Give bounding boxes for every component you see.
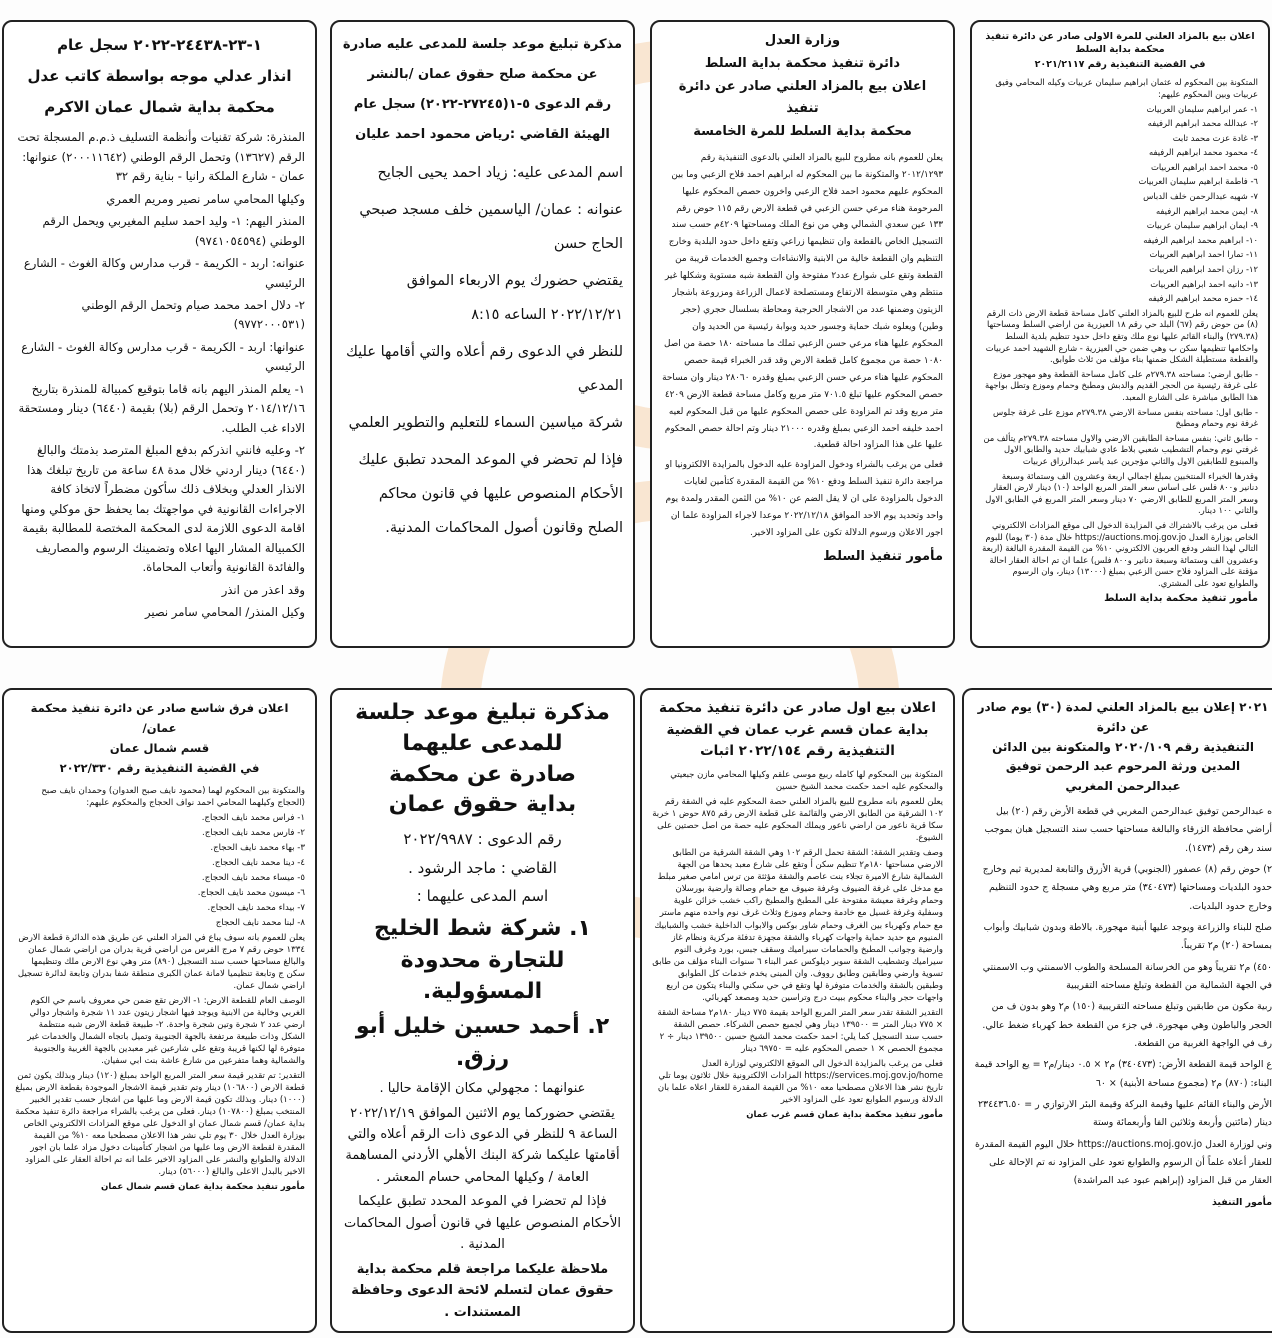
party-name: ١٣- دانيه احمد ابراهيم العربيات [1150,278,1258,289]
body-text: يعلن للعموم بانه سوف يباع في المزاد العلني عن طريق هذه الدائرة قطعة الارض ١٣٣٤ حوض رقم ٧ مرج الفرس من اراضي قرية بدران من اراضي شمال عمان والبالغ مساحتها حسب سند التسجيل (٨٩٠) متر وهي نوع الارض ملك وتنظيمها سكن ج وتابعة تنظيميا لامانة عمان الكبرى منطقة شفا بدران وتابعة لدائرة تسجيل اراضي شمال عمان. [17,932,305,991]
party-name: ٦- ميسون محمد نايف الحجاج. [197,887,305,898]
notice-title: اعلان بيع بالمزاد العلني للمرة الاولى صادر عن دائرة تنفيذ محكمة بداية السلط [985,31,1255,56]
notice-west-amman-auction [640,688,955,1333]
party-name: ٣- بهاء محمد نايف الحجاج. [210,842,305,853]
case-number: في القضية التنفيذية رقم ٢٠٢١/٢١١٧ [1034,59,1206,71]
floor-description: - طابق ثاني: بنفس مساحة الطابقين الارضي والاول مساحته ٢٧٩.٣٨م يتألف من غرفتي نوم وحمام التشطيب شعبي بلاط عادي شبابيك حديد والطابق الاول والمبنوع للطابقين الاول والثاني مؤجرين عبد ياسر عبدالرزاق عربيات [983,432,1258,466]
intro: والمتكونة بين المحكوم لهما (محمود نايف صبح العدوان) وحمدان نايف صبح (الحجاج وكيلهما المحامي احمد نواف الحجاج والمحكوم عليهم: [41,785,305,808]
title-line: في القضية التنفيذية رقم ٢٠٢٢/٣٣٠ [59,761,260,776]
closing: وقد اعذر من انذر [221,582,305,597]
paragraph-4: ٤٥٠) م٢ تقريباً وهو من الخرسانة المسلحة والطوب الاسمنتي وب الاسمنتي في الجهة الشمالية من القطعة وتبلغ مساحته التقريبية [982,961,1272,991]
intro: المتكونة بين المحكوم لها كامله ربيع موسى علقم وكيلها المحامي مازن جبعيتي والمحكوم عليه احمد حكمت محمد الشيخ حسين [670,769,943,792]
party-name: ٥- محمد احمد ابراهيم العربيات [1151,161,1258,172]
floors-list [982,369,1258,468]
party-name: ١٤- حمزه محمد ابراهيم الرفيفه [1148,293,1258,304]
party-name: ٨- لبنا محمد نايف الحجاج [215,917,305,928]
paragraph-2: ٢- وعليه فانني انذركم بدفع المبلغ المترصد بذمتك والبالغ (٦٤٤٠) دينار اردني خلال مدة ٤٨ ساعة من تاريخ تبلغك هذا الانذار العدلي وبخلاف ذلك سأكون مضطراً لاتخاذ كافة الاجراءات القانونية في مواجهتك بما يحفظ حق موكلي ومنها اقامة الدعوى اللازمة لدى المحكمة المختصة للمطالبة بقيمة الكمبيالة المشار اليها اعلاه وتضمينك الرسوم والمصاريف والفائدة القانونية وأتعاب المحاماة. [21,443,305,575]
hearing-date: يقتضي حضورك يوم الاربعاء الموافق ٢٠٢٢/١٢/٢١ الساعه ٨:١٥ [406,272,623,323]
party-name: ١- عمر ابراهيم سليمان العربيات [1146,103,1258,114]
title-line: الهيئة القاضي :رياض محمود احمد عليان [355,126,610,142]
party-name: ١١- تمارا احمد ابراهيم العربيات [1149,249,1258,260]
party-name: ٦- فاطمة ابراهيم سليمان العربيات [1138,176,1258,187]
bidding-text: فعلى من يرغب بالاشتراك في المزايدة الدخول الى موقع المزادات الالكتروني الخاص بوزارة العدل https://auctions.moj.gov.jo خلال مدة (٣٠ يوما) للبوم التالي لهذا النشر ودفع العربون الالكتروني ١٠% من القيمة المقدرة البالغة (اربعة وعشرون الف وستمائة وسبعة دنانير و٨٠٠ فلس) علما ان تم احالة العقار احالة مؤقتة على المزاود فلاح حسن الزعبي بمبلغ (١٣٠٠٠) دينار، وان الرسوم والطوابع تعود على المشتري. [982,519,1258,588]
defendants-label: اسم المدعى عليهما : [416,887,549,906]
bidding-text: وني لوزارة العدل https://auctions.moj.gov.jo خلال اليوم القيمة المقدرة للعقار أعلاه علماً أن الرسوم والطوابع تعود على المزاود نه تم الإحالة على العقار من قبل المزاود (إبراهيم عبود عبد المراشدة) [974,1136,1272,1191]
plaintiff-name: شركة مياسين السماء للتعليم والتطوير العلمي [348,415,623,431]
paragraph-6: ع الواحد قيمة القطعة الأرض: (٣٤٠٤٧٣) م٢ × ٠.٥ دينار/م٢ = يع الواحد قيمة البناء: (٨٧٠) م٢ (مجموع مساحة الأبنية) × ٦٠ [974,1059,1272,1089]
title-line: وزارة العدل [764,33,841,48]
signature: مأمور تنفيذ محكمة بداية عمان قسم شمال عمان [101,1182,305,1193]
title-line: محكمة بداية السلط للمرة الخامسة [693,124,912,139]
party-name: ٩- ايمان ابراهيم سليمان عربيات [1146,220,1258,231]
title-line: محكمة بداية شمال عمان الاكرم [44,97,275,116]
paragraph-2: ٢) حوض رقم (٨) عصفور (الجنوبي) قرية الأزرق والتابعة لمديرية ثيم وخارج حدود البلديات ومساحتها (٣٤٠٤٧٣) متر مربع وهي مسجلة ج حدود التنظيم وخارج حدود البلديات. [982,863,1272,912]
party-name: ٧- بيداء محمد نايف الحجاج. [207,902,305,913]
defendant-2: ٢. أحمد حسين خليل أبو رزق. [355,1014,610,1072]
hearing-text: يقتضي حضوركما يوم الاثنين الموافق ٢٠٢٢/١٢/١٩ الساعة ٩ للنظر في الدعوى ذات الرقم أعلاه والتي أقامتها عليكما شركة البنك الأهلي الأردني المساهمة العامة / وكيلها المحامي حسام المعشر . [345,1105,620,1185]
notice-title [342,30,623,150]
signature: مأمور تنفيذ محكمة بداية عمان قسم غرب عمان [746,1110,943,1121]
signature: مأمور تنفيذ السلط [823,548,943,564]
notice-title [652,698,943,763]
notice-amman-summons [330,20,635,648]
bidding-text: فعلى من يرغب بالشراء ودخول المزاودة عليه الدخول بالمزايدة الالكترونيا او مراجعة دائرة تنفيذ السلط ودفع ١٠% من القيمة المقدرة كتأمين لغايات الدخول بالمزاودة على ان لا يقل الضم عن ١٠% من الثمن المقدر ولمدة يوم واحد وتحديد يوم الاحد الموافق ٢٠٢٢/١٢/١٨ موعدا لاجراء المزاودة علما ان اجور الاعلان ورسوم الدلالة تكون على المزاود الاخير. [665,460,943,539]
body-text: يعلن للعموم بانه مطروح للبيع بالمزاد العلني حصة المحكوم عليه في الشقة رقم ١٠٢ الشرقية من الطابق الارضي والقائمة على قطعة الارض رقم ٨٧٥ حوض ١ خربة سكا قرية ناعور من اراضي ناعور ويملك المحكوم عليه حصة من اصل حصتين على الشيوع. [652,796,943,844]
notice-title [342,698,623,821]
notice-north-amman-auction [2,688,317,1333]
defendant-name: اسم المدعى عليه: زياد احمد يحيى الجايح [377,164,623,181]
recipient-2: ٢- دلال احمد محمد صيام وتحمل الرقم الوطني (٩٧٧٢٠٠٠٥٣١) [81,298,305,332]
floor-description: - طابق اول: مساحته بنفس مساحة الارضي ٢٧٩.٣٨م موزع على غرفة جلوس غرفة نوم وحمام ومطبخ [993,406,1258,429]
services-link[interactable]: https://services.moj.gov.jo/home [804,1071,943,1082]
notice-salt-auction-first [970,20,1270,648]
party-name: ٢- عبدالله محمد ابراهيم الرفيفه [1147,118,1258,129]
title-line: عن محكمة صلح حقوق عمان /بالنشر [367,66,598,82]
title-line: رقم الدعوى ٥-١(٢٧٢٤٥-٢٠٢٢) سجل عام [353,96,612,112]
notice-legal-warning [2,20,317,648]
title-line: انذار عدلي موجه بواسطة كاتب عدل [27,66,292,85]
party-name: ٣- غادة عزت محمد ثابت [1172,132,1258,143]
paragraph-1: ه عبدالرحمن توفيق عبدالرحمن المغربي في قطعة الأرض رقم (٢٠) بيل أراضي محافظة الزرقاء والبالغة مساحتها حسب سند التسجيل هبان بموجب سند رهن رقم (١٤٧٣). [984,805,1272,854]
paragraph-1: ١- يعلم المنذر اليهم بانه قاما بتوقيع كمبيالة للمنذرة بتاريخ ٢٠١٤/١٢/١٦ وتحمل الرقم (بلا) بقيمة (٦٤٤٠) دينار ومستحقة الاداء غب الطلب. [18,381,305,435]
case-number: رقم الدعوى : ٢٠٢٢/٩٩٨٧ [403,830,562,849]
recipient-2-address: عنوانها: اربد - الكريمة - قرب مدارس وكالة الغوث - الشارع الرئيسي [21,339,305,374]
party-name: ٥- ميساء محمد نايف الحجاج. [201,872,305,883]
title-line: صادرة عن محكمة [389,761,576,787]
notice-salt-auction-fifth [650,20,955,648]
warning-text: فإذا لم تحضر في الموعد المحدد تطبق عليك الأحكام المنصوص عليها في قانون محاكم الصلح وقانون أصول المحاكمات المدنية. [358,452,623,537]
defendants-address: عنوانهما : مجهولي مكان الإقامة حاليا . [379,1081,586,1097]
notice-zarqa-auction [962,688,1272,1333]
case-reference: للنظر في الدعوى رقم أعلاه والتي أقامها عليك المدعي [345,343,623,394]
notice-title [662,30,943,144]
party-name: ١٠- ابراهيم محمد ابراهيم الرفيفه [1143,234,1258,245]
description: وصف وتقدير الشقة: الشقة تحمل الرقم ١٠٢ وهي الشقة الشرقية من الطابق الارضي مساحتها ١٨٠م٢ تنظيم سكن أ وتقع على شارع معبد يحدها من الجهة الشمالية شارع الاميرة تجلاء بنت عاصم والشقة مؤثثة من ترس امامي صغير مبلط مع مدخل على غرفة الضيوف وغرفة ضيوف مع حمام وصالة وارضية بورسلان وحمام وغرفة معيشة مفتوحة على المطبخ والمطبخ راكب خشب خزائن علوية وسفلية وغرفة غسيل مع خادمة وحمام وموزع وثلاث غرف نوم واحده منهم ماستر مع حمام وكهرباء بين الغرف وحمام شاور بوكس والابواب الداخلية خشب والشبابيك المنيوم مع حديد حماية واجهات كهرباء والشقة مجهزة تدفئة مركزية ونظام غاز وارضية وجوانب المطبخ والحمامات سيراميك وسقف جبس، بورد وغرف النوم سيراميك وتشطيب الشقة سوبر ديلوكس عمر البناء ٦ سنوات البناء مؤلف من طابق تسوية وارضي وطابقين وطابق رووف. وان المبنى يخدم خدمات كل الطوابق وطبقين بالشقة والخدمات متوفرة لها وتقع في حي سكني والبناء يتكون من اربع واجهات حجر والبناء محكوم ببيت درج وتراسين حديد ومصعد كهربائي. [652,848,943,1003]
notice-title [14,30,305,122]
notice-title [14,698,305,779]
title-line: بداية حقوق عمان [388,792,577,818]
title-line: اعلان بيع بالمزاد العلني صادر عن دائرة تنفيذ [678,78,927,117]
judge-name: القاضي : ماجد الرشود . [408,858,557,877]
recipient-1-address: عنوانه: اربد - الكريمة - قرب مدارس وكالة الغوث - الشارع الرئيسي [23,256,305,290]
signature: وكيل المنذر/ المحامي سامر نصير [144,605,305,620]
auction-link[interactable]: https://auctions.moj.gov.jo [1074,531,1187,542]
party-name: ١- فراس محمد نايف الحجاج. [201,812,305,823]
title-line: التنفيذية رقم ٢٠٢٢/١٥٤ اثبات [700,743,895,760]
defendant-address: عنوانه : عمان/ الياسمين خلف مسجد صبحي الحاج حسن [359,201,623,252]
paragraph-3: صلح للبناء والزراعة ويوجد عليها أبنية مهجورة. بالاطة وبدون شبابيك وأبواب بمساحة (٢٠) م٢ تقريباً. [983,921,1272,952]
note-text: ملاحظة عليكما مراجعة قلم محكمة بداية حقوق عمان لتسلم لائحة الدعوى وحافظة المستندات . [351,1261,614,1320]
party-name: ٤- دينا محمد نايف الحجاج. [211,857,305,868]
title-line: للمدعى عليهما [402,730,563,756]
signature: مأمور التنفيذ [1211,1196,1272,1208]
warning-text: فإذا لم تحضرا في الموعد المحدد تطبق عليكما الأحكام المنصوص عليها في قانون أصول المحاكمات المدنية . [344,1194,621,1253]
body-text: يعلن للعموم انه طرح للبيع بالمزاد العلني كامل مساحة قطعة الارض ذات الرقم (٨) من حوض رقم (٦٧) البلد حي رقم ١٨ العيزرية من اراضي السلط ومساحتها (٢٧٩.٣٨) والبناء القائم عليها نوع ملك وتقع داخل حدود تنظيم بلدية السلط واحكامها تنظيمها سكن ب وهي ضمن حي العيزرية - شارع الشهيد احمد عربيات والقطعة مستطيلة الشكل ضمنها بناء مؤلف من ثلاث طوابق. [985,307,1258,365]
party-name: ٨- ايمن محمد ابراهيم الرفيفه [1155,205,1258,216]
title-line: ١-٢٣-٢٤٤٣٨-٢٠٢٢ سجل عام [57,36,262,54]
party-name: ٤- محمود محمد ابراهيم الرفيفه [1149,147,1258,158]
auction-link[interactable]: https://auctions.moj.gov.jo [1077,1138,1203,1150]
defendant-1: ١. شركة شط الخليج للتجارة محدودة المسؤولية. [374,915,591,1005]
title-line: قسم شمال عمان [109,741,210,756]
party-name: ٧- شهيه عبدالرحمن خلف الدباس [1143,191,1258,202]
title-line: التنفيذية رقم ٢٠٢٠/١٠٩ والمتكونة بين الدائن [992,739,1254,754]
title-line: اعلان بيع اول صادر عن دائرة تنفيذ محكمة [658,700,936,716]
notice-title [974,698,1272,797]
title-line: مذكرة تبليغ موعد جلسة [355,700,610,725]
body-text: يعلن للعموم بانه مطروح للبيع بالمزاد العلني بالدعوى التنفيذية رقم ٢٠١٢/١٢٩٣ والمتكونة ما بين المحكوم له ابراهيم احمد فلاح الزعبي وما بين المحكوم عليهم محمود احمد فلاح الزعبي واخرون حصص المحكوم عليها المرحومة هناء مرعي حسن الزعبي في قطعة الارض رقم ١١٥ حوض رقم ١٣٣ عين سعدي الشمالي وهي من نوع الملك ومساحتها ٤٢٠٩م حسب سند التسجيل الخاص بالقطعة وان تنظيمها زراعي وتقع داخل حدود البلدية وخارج التنظيم وان القطعة خالية من الابنية والانشاءات وجميع الخدمات قريبة من القطعة وتقع على شوارع عدد٢ مفتوحة وان القطعة شبه مستوية وشكلها غير منتظم وهي متوسطة الارتفاع ومستصلحة لاعمال الزراعة ومزروعة باشجار الزيتون وضمنها عدد من الاشجار الحرجية ومحاطة بسلسال حجري (حجر وطين) ويعلوه شبك حماية وجسور حديد وبوابة رئيسية من الحديد وان المحكوم عليها هناء مرعي حسن الزعبي تملك ما مساحته ١٨٠ حصة من اصل ١٠٨٠ حصة من مجموع كامل قطعة الارض وقد قدر الخبراء قيمة حصص المحكوم عليها هناء مرعي حسن الزعبي بمبلغ وقدره ٢٨٠٦٠ دينار وان مساحة حصص المحكوم عليها تبلغ ٧٠١.٥ متر مربع وكامل مساحة قطعة الارض ٤٢٠٩ متر مربع وقد تم المزاودة على حصص المحكوم عليها من قبل المحكوم لعيه احمد خليفه احمد الزعبي بمبلغ وقدره ٢١٠٠٠ دينار وتم احالة حصص المحكوم عليها على هذا المزاود احالة قطعية. [662,152,943,451]
signature: مأمور تنفيذ محكمة بداية السلط [1104,593,1258,605]
bidding-text: فعلى من يرغب بالمزايدة الدخول الى الموقع الالكتروني لوزارة العدل https://services.moj.gov.jo/home المزادات الالكترونية خلال ثلاثون يوما تلي تاريخ نشر هذا الاعلان مصطحبا معه ١٠% من القيمة المقدرة للعقار اعلاه علما بان الدلالة ورسوم الطوابع تعود على المزاود الاخير [657,1059,943,1106]
intro: المتكونة بين المحكوم له عثمان ابراهيم سليمان عربيات وكيله المحامي وفيق عربيات وبين المحكوم عليهم: [995,77,1258,99]
party-name: ١٢- رزان احمد ابراهيم العربيات [1149,264,1258,275]
agents: وكيلها المحامي سامر نصير ومريم العمري [106,191,305,206]
description: الوصف العام للقطعة الارض: ١- الارض تقع ضمن حي معروف باسم حي الكوم الغربي وخالية من الابنية ويوجد فيها اشجار زيتون عدد ١١ شجرة واشجار دوالي ارضي عدد ٢ شجرة وتين شجرة واحدة. ٢- طبيعة قطعة الارض شبه منتظمة الشكل وذات طبيعة مرتفعة بالجهة الجنوبية وتميل باتجاه الشمال والخدمات غير متوفرة لها لكنها قريبة وتقع على شارعين غير معبدين بالجهة الغربية والجنوبية والشمالية وهما متفرعين من شارع عاشة بنت ابي سفيان. [27,995,305,1067]
notice-amman-summons-two [330,688,635,1333]
title-line: مذكرة تبليغ موعد جلسة للمدعى عليه صادرة [342,37,623,52]
valuation-text: التقدير الشقة تقدر سعر المتر المربع الواحد بقيمة ٧٧٥ دينار ١٨٠م٢ مساحة الشقة × ٧٧٥ دينار المتر = ١٣٩٥٠٠ دينار وهي لجميع حصص الشركاء. حصص الشقة حسب سند التسجيل كما يلي: احمد حكمت محمد الشيخ حسين ١٣٩٥٠٠ دينار ÷ ٢ مجموع الحصص × ١ حصص المحكوم عليه = ٦٩٧٥٠ دينار [657,1007,943,1055]
party-name: ٢- فارس محمد نايف الحجاج. [202,827,305,838]
title-line: ٢٠٢١ إعلان بيع بالمزاد العلني لمدة (٣٠) يوم صادر عن دائرة [977,700,1269,734]
paragraph-5: ربية مكون من طابقين وتبلغ مساحته التقريبية (١٥٠) م٢ وهو بدون ف من الحجر والباطون وهي مهجورة. في جزء من القطعة خط كهرباء ضغط عالي. رف في الواجهة الغربية من القطعة. [982,1001,1272,1049]
parties-list [14,812,305,929]
sender: المنذرة: شركة تقنيات وأنظمة التسليف ذ.م.م المسجلة تحت الرقم (١٣٦٢٧) وتحمل الرقم الوطني (٢٠٠٠١١٦٤٢) عنوانها: عمان - شارع الملكة رانيا - بناية رقم ٣٢ [17,130,305,184]
title-line: المدين ورثة المرحوم عبد الرحمن توفيق عبدالرحمن المغربي [1005,759,1241,794]
valuation-text: التقدير: تم تقدير قيمة سعر المتر المربع الواحد بمبلغ (١٢٠) دينار وبذلك يكون ثمن قطعة الارض (١٠٦٨٠٠) دينار وتم تقدير قيمة الاشجار الموجودة بقطعة الارض بمبلغ (١٠٠٠) دينار. وبذلك تكون قيمة الارض وما عليها من اشجار حسب تقدير الخبير المنتخب بمبلغ (١٠٧٨٠٠) دينار. فعلى من يرغب بالشراء مراجعة دائرة تنفيذ محكمة بداية عمان/ قسم شمال عمان او الدخول على موقع المزادات الالكتروني الخاص بوزارة العدل خلال ٣٠ يوم تلي نشر هذا الاعلان مصطحبا معه ١٠% من القيمة المقدرة لقطعة الارض وما عليها من اشجار كتأمينات دخول مزاد علما بان اجور الدلالة والطوابع والنشر على المزاود الاخير علما انه تم احالة العقار على المزاود الاخير بالبدل الاعلى والبالغ (٥٦٠٠٠) دينار. [15,1071,305,1178]
title-line: اعلان فرق شاسع صادر عن دائرة تنفيذ محكمة عمان/ [30,701,289,736]
valuation-text: وقدرها الخبراء المنتخبين بمبلغ اجمالي اربعة وعشرون الف وستمائة وسبعة دنانير و٨٠٠ فلس على اساس سعر المتر المربع الواحد (١٠) دينار لارض العقار وسعر المتر المربع للطابق الارضي ٧٠ دينار وسعر المتر المربع في الطابق الاول والثاني ١٠٠ دينار. [985,470,1258,516]
recipient-1: المنذر اليهم: ١- وليد احمد سليم المغيربي ويحمل الرقم الوطني (٩٧٤١٠٥٤٥٩٤) [42,214,305,248]
parties-list [982,104,1258,305]
floor-description: - طابق ارضي: مساحته ٢٧٩.٣٨م على كامل مساحة القطعة وهو مهجور موزع على غرفة رئيسية من الحجر القديم والدبش ومطبخ وحمام وموزع وتطل بواجهة هذا الطابق مباشرة على الشارع المعبد. [985,368,1258,402]
title-line: دائرة تنفيذ محكمة بداية السلط [704,55,901,71]
paragraph-7: الأرض والبناء القائم عليها وقيمة البركة وقيمة البئر الارتوازي ر = ٢٣٤٤٣٦.٥٠ دينار (مائتين وأربعة وثلاثين الفا وأربعمائة وستة [978,1098,1272,1129]
title-line: بداية عمان قسم غرب عمان في القضية [666,721,929,738]
